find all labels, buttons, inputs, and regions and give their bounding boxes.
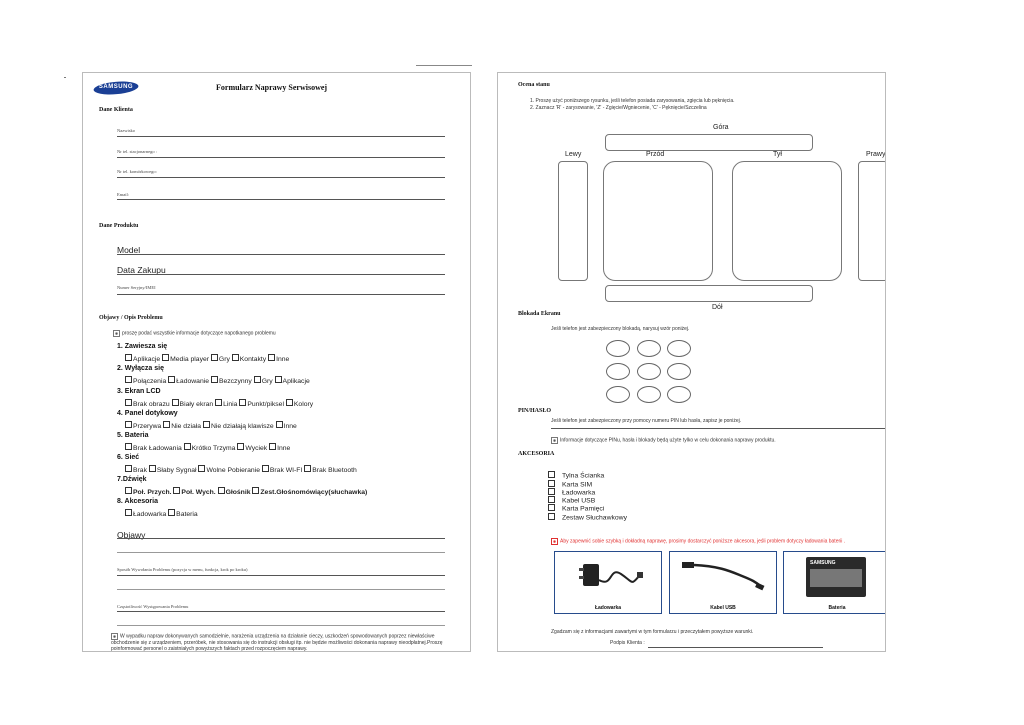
checkbox[interactable] (215, 401, 237, 408)
checkbox[interactable] (172, 401, 214, 408)
pattern-dot[interactable] (637, 340, 661, 357)
phone-right-outline[interactable] (858, 161, 886, 281)
pin-field[interactable] (551, 428, 886, 429)
right-label: Prawy (866, 151, 886, 158)
lock-heading: Blokada Ekranu (518, 311, 561, 317)
back-label: Tył (773, 151, 782, 158)
checkbox[interactable] (125, 356, 160, 363)
option-label: Bateria (176, 510, 198, 518)
option-label: Krótko Trzyma (191, 444, 236, 452)
usb-cable-image (669, 551, 777, 614)
category-options (125, 399, 313, 408)
problem-note-text: proszę podać wszystkie informacje dotyczące napotkanego problemu (122, 330, 276, 337)
top-decor-line (416, 65, 472, 66)
pin-note-text: Informacje dotyczące PINu, hasła i blokady będą użyte tylko w celu dokonania naprawy produktu. (560, 437, 776, 444)
pin-heading: PIN/HASŁO (518, 408, 552, 414)
checkbox[interactable] (268, 356, 289, 363)
surname-label: Nazwisko (117, 128, 135, 133)
surname-field[interactable] (117, 136, 445, 137)
phone-left-outline[interactable] (558, 161, 588, 281)
battery-icon (806, 557, 866, 597)
email-field[interactable] (117, 199, 445, 200)
checkbox[interactable] (125, 511, 166, 518)
category-options (125, 487, 367, 496)
pattern-dot[interactable] (667, 363, 691, 380)
option-label: Nie działają klawisze (210, 422, 274, 430)
option-label: Kolory (293, 400, 314, 408)
checkbox[interactable] (198, 467, 260, 474)
category-options (125, 509, 198, 518)
category-options (125, 465, 357, 474)
phone-top-outline[interactable] (605, 134, 813, 151)
model-label: Model (117, 245, 141, 255)
usb-cable-caption: Kabel USB (710, 605, 736, 611)
option-label: Słaby Sygnał (156, 466, 197, 474)
category-options (125, 376, 310, 385)
checkbox[interactable] (286, 401, 313, 408)
checkbox[interactable] (184, 445, 236, 452)
category-title: 5. Bateria (117, 432, 149, 439)
accessories-heading: AKCESORIA (518, 451, 555, 457)
checkbox[interactable] (125, 401, 170, 408)
model-field[interactable] (117, 254, 445, 255)
category-title: 1. Zawiesza się (117, 343, 168, 350)
option-label: Poł. Wych. (181, 488, 218, 496)
option-label: Wyciek (245, 444, 268, 452)
option-label: Inne (283, 422, 297, 430)
signature-label: Podpis Klienta : (610, 640, 645, 646)
form-page-left (82, 72, 471, 652)
option-label: Gry (218, 355, 230, 363)
symptoms-field-line[interactable] (117, 552, 445, 553)
samsung-logo (93, 81, 139, 95)
checkbox[interactable] (125, 489, 173, 496)
option-label: Aplikacje (282, 377, 310, 385)
checkbox[interactable] (275, 378, 310, 385)
option-label: Bezczynny (218, 377, 254, 385)
checkbox[interactable] (125, 423, 161, 430)
pattern-dot[interactable] (637, 363, 661, 380)
reproduce-label: Sposób Wywołania Problemu (pozycja w menu, funkcja, krok po kroku) (117, 567, 248, 572)
lock-text: Jeśli telefon jest zabezpieczony blokadą, narysuj wzór poniżej. (551, 326, 690, 332)
problem-heading: Objawy / Opis Problemu (99, 315, 163, 321)
samsung-logo-text: SAMSUNG (98, 84, 134, 90)
email-label: Email: (117, 192, 129, 197)
frequency-field[interactable] (117, 611, 445, 612)
option-label: Media player (170, 355, 210, 363)
option-label: Brak Ładowania (133, 444, 182, 452)
checkbox[interactable] (168, 511, 198, 518)
repair-footer-note (111, 633, 449, 652)
category-title: 2. Wyłącza się (117, 365, 164, 372)
repair-footer-text: W wypadku napraw dokonywanych samodzielnie, narażenia urządzenia na działanie cieczy, uszkodzeń spowodowanych poprzez niewłaściwe obchodzenie się z urządzeniem, przeróbek, nie stosowania się do instrukcji obsługi itp. nie będzie możliwości dokonania naprawy nieodpłatnej.Proszę poinformować personel o zaistniałych powyższych faktach przed rozpoczęciem naprawy. (111, 633, 443, 652)
option-label: Głośnik (225, 488, 251, 496)
pattern-dot[interactable] (637, 386, 661, 403)
charger-caption: Ładowarka (594, 605, 622, 611)
consent-text: Zgadzam się z informacjami zawartymi w tym formularzu i przeczytałem powyższe warunki. (551, 629, 754, 635)
pattern-dot[interactable] (667, 386, 691, 403)
category-options (125, 421, 297, 430)
condition-instruction: 2. Zaznacz 'R' - zarysowanie, 'Z' - Zgięcie/Wgniecenie, 'C' - Pęknięcie/Szczelina (530, 105, 707, 111)
checkbox[interactable] (162, 356, 209, 363)
asterisk-icon: ✱ (552, 539, 557, 544)
reproduce-field[interactable] (117, 575, 445, 576)
checkbox[interactable] (276, 423, 297, 430)
charger-icon (555, 552, 661, 602)
category-options (125, 443, 290, 452)
asterisk-icon: ✱ (552, 438, 557, 443)
symptoms-label: Objawy (117, 530, 146, 540)
option-label: Ładowanie (176, 377, 210, 385)
option-label: Brak (133, 466, 147, 474)
charger-image (554, 551, 662, 614)
client-heading: Dane Klienta (99, 107, 133, 113)
phone-front-outline[interactable] (603, 161, 713, 281)
option-label: Inne (276, 355, 290, 363)
landline-field[interactable] (117, 157, 445, 158)
accessory-item[interactable] (548, 513, 627, 522)
top-label: Góra (713, 124, 729, 131)
category-title: 6. Sieć (117, 454, 140, 461)
option-label: Zest.Głośnomówiący(słuchawka) (260, 488, 368, 496)
condition-heading: Ocena stanu (518, 82, 550, 88)
checkbox[interactable] (125, 467, 147, 474)
landline-label: Nr tel. stacjonarnego : (117, 149, 157, 154)
accessories-red-text: Aby zapewnić sobie szybką i dokładną naprawę, prosimy dostarczyć poniższe akcesora, jeśli problem dotyczy ładowania baterii . (560, 538, 846, 545)
checkbox[interactable] (173, 489, 217, 496)
checkbox[interactable] (168, 378, 209, 385)
category-title: 7.Dźwięk (117, 476, 147, 483)
form-title: Formularz Naprawy Serwisowej (216, 83, 328, 92)
checkbox[interactable] (262, 467, 304, 474)
frequency-field-line[interactable] (117, 625, 445, 626)
category-options (125, 354, 289, 363)
checkbox[interactable] (211, 356, 230, 363)
asterisk-icon: ✱ (114, 331, 119, 336)
option-label: Brak Bluetooth (312, 466, 357, 474)
option-label: Biały ekran (179, 400, 214, 408)
checkbox[interactable] (232, 356, 266, 363)
checkbox[interactable] (203, 423, 274, 430)
asterisk-icon: ✱ (112, 634, 117, 639)
option-label: Linia (223, 400, 238, 408)
mobile-field[interactable] (117, 177, 445, 178)
option-label: Wolne Pobieranie (206, 466, 260, 474)
problem-note (113, 330, 276, 337)
option-label: Aplikacje (133, 355, 161, 363)
option-label: Gry (261, 377, 273, 385)
option-label: Punkt/piksel (247, 400, 286, 408)
bottom-label: Dół (712, 304, 723, 311)
checkbox[interactable] (125, 445, 182, 452)
checkbox[interactable] (125, 378, 166, 385)
category-title: 4. Panel dotykowy (117, 410, 178, 417)
accessory-label: Tylna Ścianka (562, 472, 605, 480)
reproduce-field-line[interactable] (117, 589, 445, 590)
checkbox[interactable] (239, 401, 286, 408)
pattern-dot[interactable] (606, 363, 630, 380)
purchase-date-field[interactable] (117, 274, 445, 275)
frequency-label: Częstotliwość Występowania Problemu (117, 604, 189, 609)
mobile-label: Nr tel. komórkowego: (117, 169, 157, 174)
accessory-item[interactable] (548, 471, 604, 480)
option-label: Brak obrazu (133, 400, 170, 408)
front-label: Przód (646, 151, 665, 158)
form-page-right (497, 72, 886, 652)
phone-bottom-outline[interactable] (605, 285, 813, 302)
battery-caption: Bateria (828, 605, 846, 611)
option-label: Brak WI-FI (269, 466, 305, 474)
accessories-red-note (551, 538, 845, 545)
battery-brand: SAMSUNG (810, 560, 836, 566)
pattern-dot[interactable] (606, 340, 630, 357)
option-label: Ładowarka (133, 510, 167, 518)
checkbox[interactable] (218, 489, 251, 496)
serial-label: Numer Seryjny/IMEI (117, 285, 156, 290)
checkbox[interactable] (163, 423, 203, 430)
option-label: Poł. Przych. (133, 488, 174, 496)
pin-note (551, 437, 776, 444)
left-label: Lewy (565, 151, 582, 158)
pattern-dot[interactable] (606, 386, 630, 403)
accessory-label: Zestaw Słuchawkowy (562, 514, 627, 522)
checkbox[interactable] (237, 445, 267, 452)
option-label: Połączenia (133, 377, 167, 385)
battery-image (783, 551, 886, 614)
product-heading: Dane Produktu (99, 223, 139, 229)
accessory-label: Karta SIM (562, 481, 593, 489)
checkbox[interactable] (252, 489, 367, 496)
option-label: Kontakty (239, 355, 267, 363)
checkbox[interactable] (254, 378, 273, 385)
category-title: 8. Akcesoria (117, 498, 158, 505)
corner-mark (64, 77, 66, 78)
signature-field[interactable] (648, 647, 823, 648)
pattern-dot[interactable] (667, 340, 691, 357)
category-title: 3. Ekran LCD (117, 388, 161, 395)
checkbox[interactable] (211, 378, 254, 385)
phone-back-outline[interactable] (732, 161, 842, 281)
option-label: Przerywa (133, 422, 162, 430)
usb-cable-icon (670, 552, 776, 602)
pin-text: Jeśli telefon jest zabezpieczony przy pomocy numeru PIN lub hasła, zapisz je poniżej. (551, 418, 742, 424)
option-label: Inne (277, 444, 291, 452)
symptoms-field[interactable] (117, 538, 445, 539)
accessory-label: Karta Pamięci (562, 505, 605, 513)
checkbox[interactable] (269, 445, 290, 452)
condition-instruction: 1. Proszę użyć poniższego rysunku, jeśli telefon posiada zarysowania, zgięcia lub pęknięcia. (530, 98, 735, 104)
accessory-label: Ładowarka (562, 489, 596, 497)
option-label: Nie działa (171, 422, 203, 430)
checkbox[interactable] (149, 467, 197, 474)
accessory-item[interactable] (548, 504, 604, 513)
serial-field[interactable] (117, 294, 445, 295)
purchase-date-label: Data Zakupu (117, 265, 166, 275)
accessory-label: Kabel USB (562, 497, 596, 505)
checkbox[interactable] (304, 467, 357, 474)
